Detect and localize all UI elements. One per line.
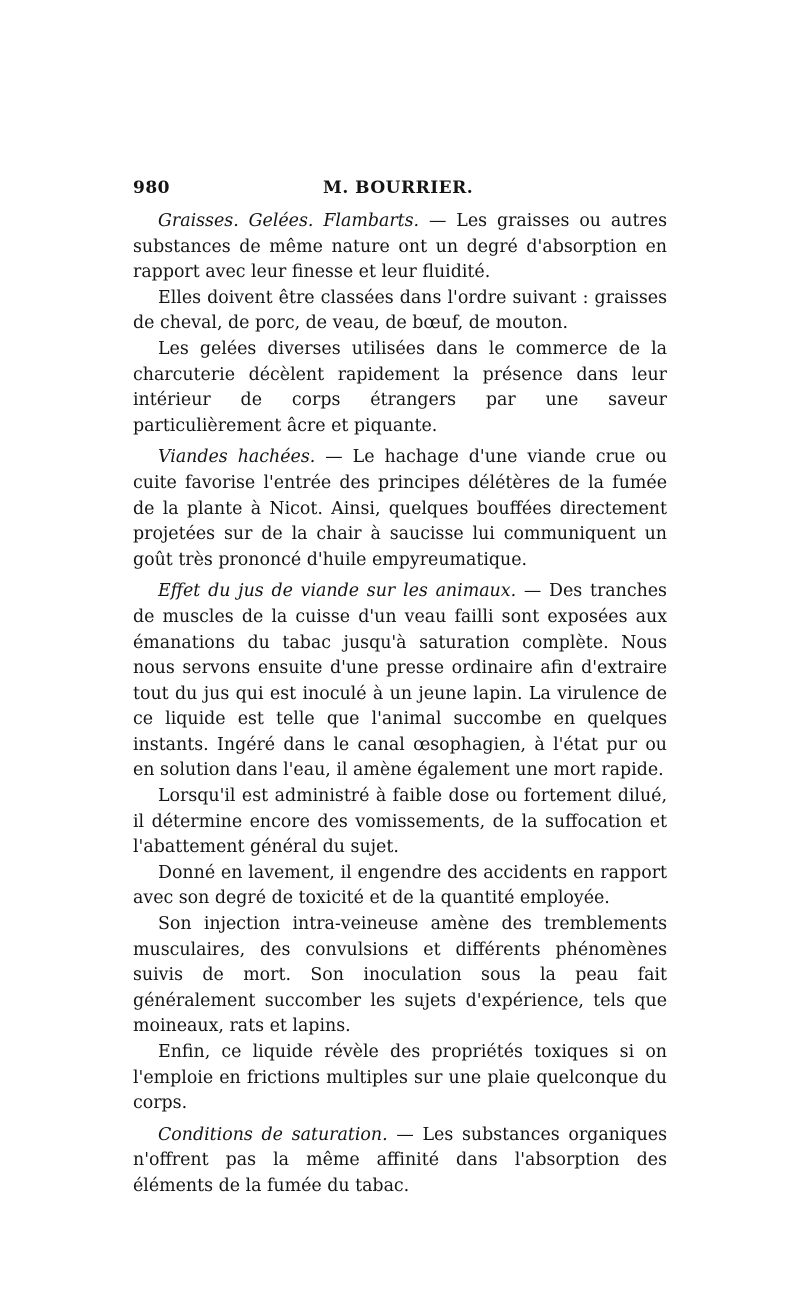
running-head: M. BOURRIER. [323, 178, 474, 198]
paragraph-text: Enfin, ce liquide révèle des propriétés toxiques si on l'emploie en frictions multiples sur une plaie quelconque du corps. [133, 1042, 667, 1114]
paragraph-frictions [133, 1040, 667, 1117]
section-title-conditions-saturation: Conditions de saturation. [158, 1124, 388, 1145]
paragraph-text: — Les graisses ou autres substances de même nature ont un degré d'absorption en rapport avec leur finesse et leur fluidité. [133, 211, 667, 283]
paragraph-injection [133, 912, 667, 1040]
paragraph-text: — Des tranches de muscles de la cuisse d'un veau failli sont exposées aux émanations du tabac jusqu'à saturation complète. Nous nous servons ensuite d'une presse ordinaire afin d'extraire tout du jus qui est inoculé à un jeune lapin. La virulence de ce liquide est telle que l'animal succombe en quelques instants. Ingéré dans le canal œsophagien, à l'état pur ou en solution dans l'eau, il amène également une mort rapide. [133, 581, 667, 781]
paragraph-classement [133, 286, 667, 337]
paragraph-graisses [133, 209, 667, 286]
section-title-viandes-hachees: Viandes hachées. [158, 447, 316, 468]
paragraph-faible-dose [133, 784, 667, 861]
paragraph-text: Son injection intra-veineuse amène des tremblements musculaires, des convulsions et différents phénomènes suivis de mort. Son inoculation sous la peau fait généralement succomber les sujets d'expérience, tels que moineaux, rats et lapins. [133, 914, 667, 1037]
page-number: 980 [133, 178, 170, 198]
paragraph-text: Lorsqu'il est administré à faible dose ou fortement dilué, il détermine encore des vomissements, de la suffocation et l'abattement général du sujet. [133, 786, 667, 858]
section-title-graisses: Graisses. Gelées. Flambarts. [158, 211, 420, 231]
body-text [133, 209, 667, 1200]
paragraph-gelees [133, 337, 667, 439]
paragraph-text: — Les substances organiques n'offrent pas la même affinité dans l'absorption des éléments de la fumée du tabac. [133, 1124, 667, 1196]
section-title-effet-jus: Effet du jus de viande sur les animaux. [158, 581, 517, 602]
paragraph-text: — Le hachage d'une viande crue ou cuite favorise l'entrée des principes délétères de la fumée de la plante à Nicot. Ainsi, quelques bouffées directement projetées sur de la chair à saucisse lui communiquent un goût très prononcé d'huile empyreumatique. [133, 447, 667, 570]
page-header [133, 176, 667, 204]
paragraph-conditions-saturation [133, 1123, 667, 1200]
paragraph-lavement [133, 861, 667, 912]
paragraph-viandes-hachees [133, 445, 667, 573]
paragraph-text: Donné en lavement, il engendre des accidents en rapport avec son degré de toxicité et de la quantité employée. [133, 862, 667, 909]
paragraph-text: Les gelées diverses utilisées dans le commerce de la charcuterie décèlent rapidement la présence dans leur intérieur de corps étrangers par une saveur particulièrement âcre et piquante. [133, 338, 667, 436]
paragraph-text: Elles doivent être classées dans l'ordre suivant : graisses de cheval, de porc, de veau, de bœuf, de mouton. [133, 287, 667, 334]
paragraph-effet-jus [133, 579, 667, 784]
